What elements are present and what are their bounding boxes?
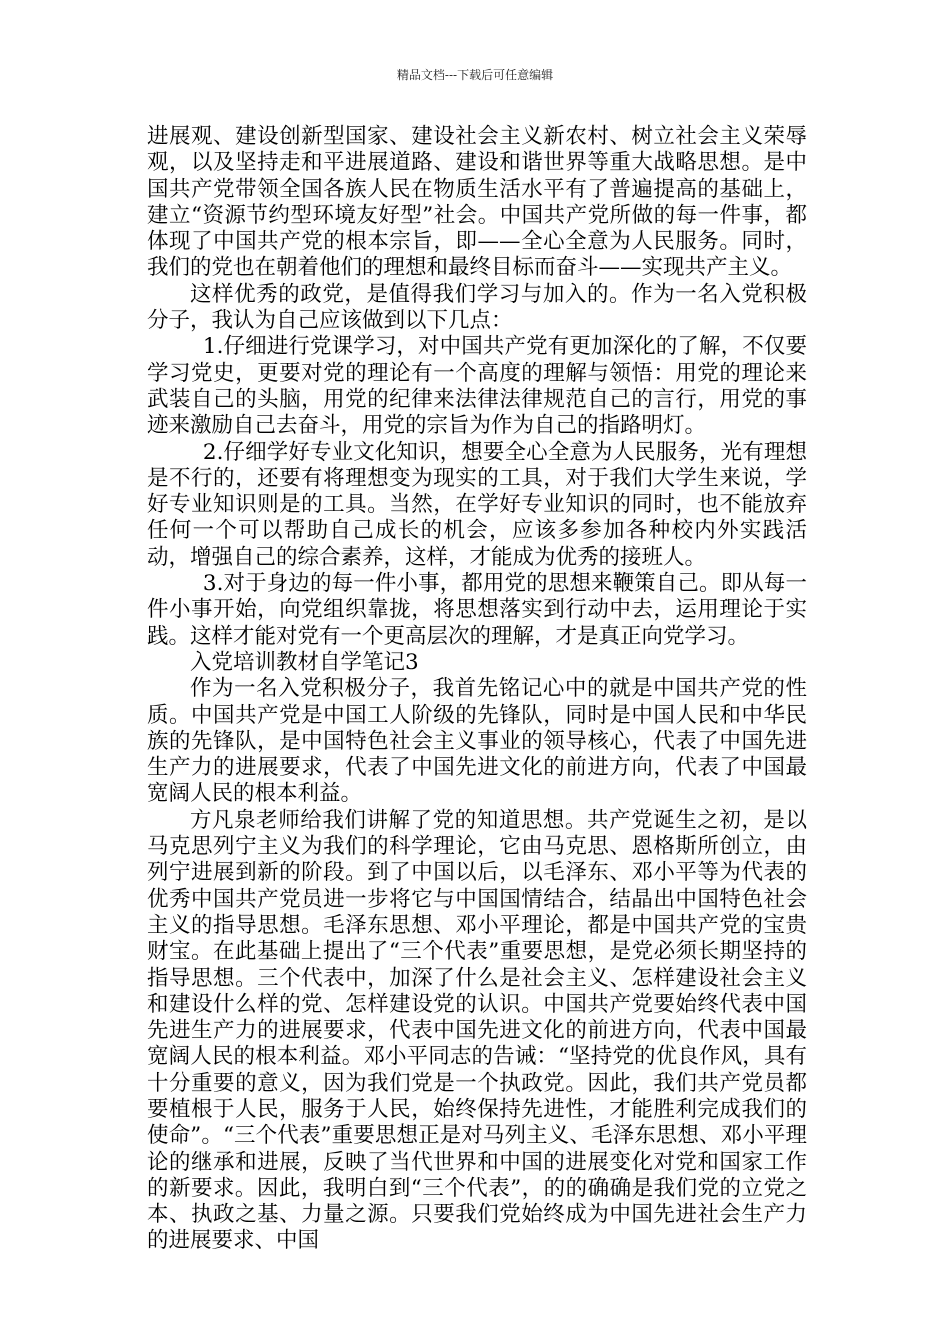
paragraph-party-nature: 作为一名入党积极分子，我首先铭记心中的就是中国共产党的性质。中国共产党是中国工人阶级的先锋队，同时是中国人民和中华民族的先锋队，是中国特色社会主义事业的领导核心，代表了中国先进生产力的进展要求，代表了中国先进文化的前进方向，代表了中国最宽阔人民的根本利益。 — [147, 676, 807, 807]
paragraph-point-2: 2.仔细学好专业文化知识，想要全心全意为人民服务，光有理想是不行的，还要有将理想变为现实的工具，对于我们大学生来说，学好专业知识则是的工具。当然，在学好专业知识的同时，也不能放弃任何一个可以帮助自己成长的机会，应该多参加各种校内外实践活动，增强自己的综合素养，这样，才能成为优秀的接班人。 — [147, 439, 807, 570]
paragraph-point-3: 3.对于身边的每一件小事，都用党的思想来鞭策自己。即从每一件小事开始，向党组织靠拢，将思想落实到行动中去，运用理论于实践。这样才能对党有一个更高层次的理解，才是真正向党学习。 — [147, 571, 807, 649]
paragraph-intro: 这样优秀的政党，是值得我们学习与加入的。作为一名入党积极分子，我认为自己应该做到以下几点： — [147, 281, 807, 334]
paragraph-point-1: 1.仔细进行党课学习，对中国共产党有更加深化的了解，不仅要学习党史，更要对党的理论有一个高度的理解与领悟：用党的理论来武装自己的头脑，用党的纪律来法律法律规范自己的言行，用党的事迹来激励自己去奋斗，用党的宗旨为作为自己的指路明灯。 — [147, 334, 807, 439]
paragraph-guiding-thought: 方凡泉老师给我们讲解了党的知道思想。共产党诞生之初，是以马克思列宁主义为我们的科学理论，它由马克思、恩格斯所创立，由列宁进展到新的阶段。到了中国以后，以毛泽东、邓小平等为代表的优秀中国共产党员进一步将它与中国国情结合，结晶出中国特色社会主义的指导思想。毛泽东思想、邓小平理论，都是中国共产党的宝贵财宝。在此基础上提出了“三个代表”重要思想，是党必须长期坚持的指导思想。三个代表中，加深了什么是社会主义、怎样建设社会主义和建设什么样的党、怎样建设党的认识。中国共产党要始终代表中国先进生产力的进展要求，代表中国先进文化的前进方向，代表中国最宽阔人民的根本利益。邓小平同志的告诫：“坚持党的优良作风，具有十分重要的意义，因为我们党是一个执政党。因此，我们共产党员都要植根于人民，服务于人民，始终保持先进性，才能胜利完成我们的使命”。“三个代表”重要思想正是对马列主义、毛泽东思想、邓小平理论的继承和进展，反映了当代世界和中国的进展变化对党和国家工作的新要求。因此，我明白到“三个代表”，的的确确是我们党的立党之本、执政之基、力量之源。只要我们党始终成为中国先进社会生产力的进展要求、中国 — [147, 807, 807, 1254]
page-header: 精品文档---下载后可任意编辑 — [396, 68, 554, 82]
document-body — [147, 124, 807, 1255]
section-heading: 入党培训教材自学笔记3 — [190, 649, 419, 675]
paragraph-continuation: 进展观、建设创新型国家、建设社会主义新农村、树立社会主义荣辱观，以及坚持走和平进展道路、建设和谐世界等重大战略思想。是中国共产党带领全国各族人民在物质生活水平有了普遍提高的基础上，建立“资源节约型环境友好型”社会。中国共产党所做的每一件事，都体现了中国共产党的根本宗旨，即——全心全意为人民服务。同时，我们的党也在朝着他们的理想和最终目标而奋斗——实现共产主义。 — [147, 124, 807, 281]
